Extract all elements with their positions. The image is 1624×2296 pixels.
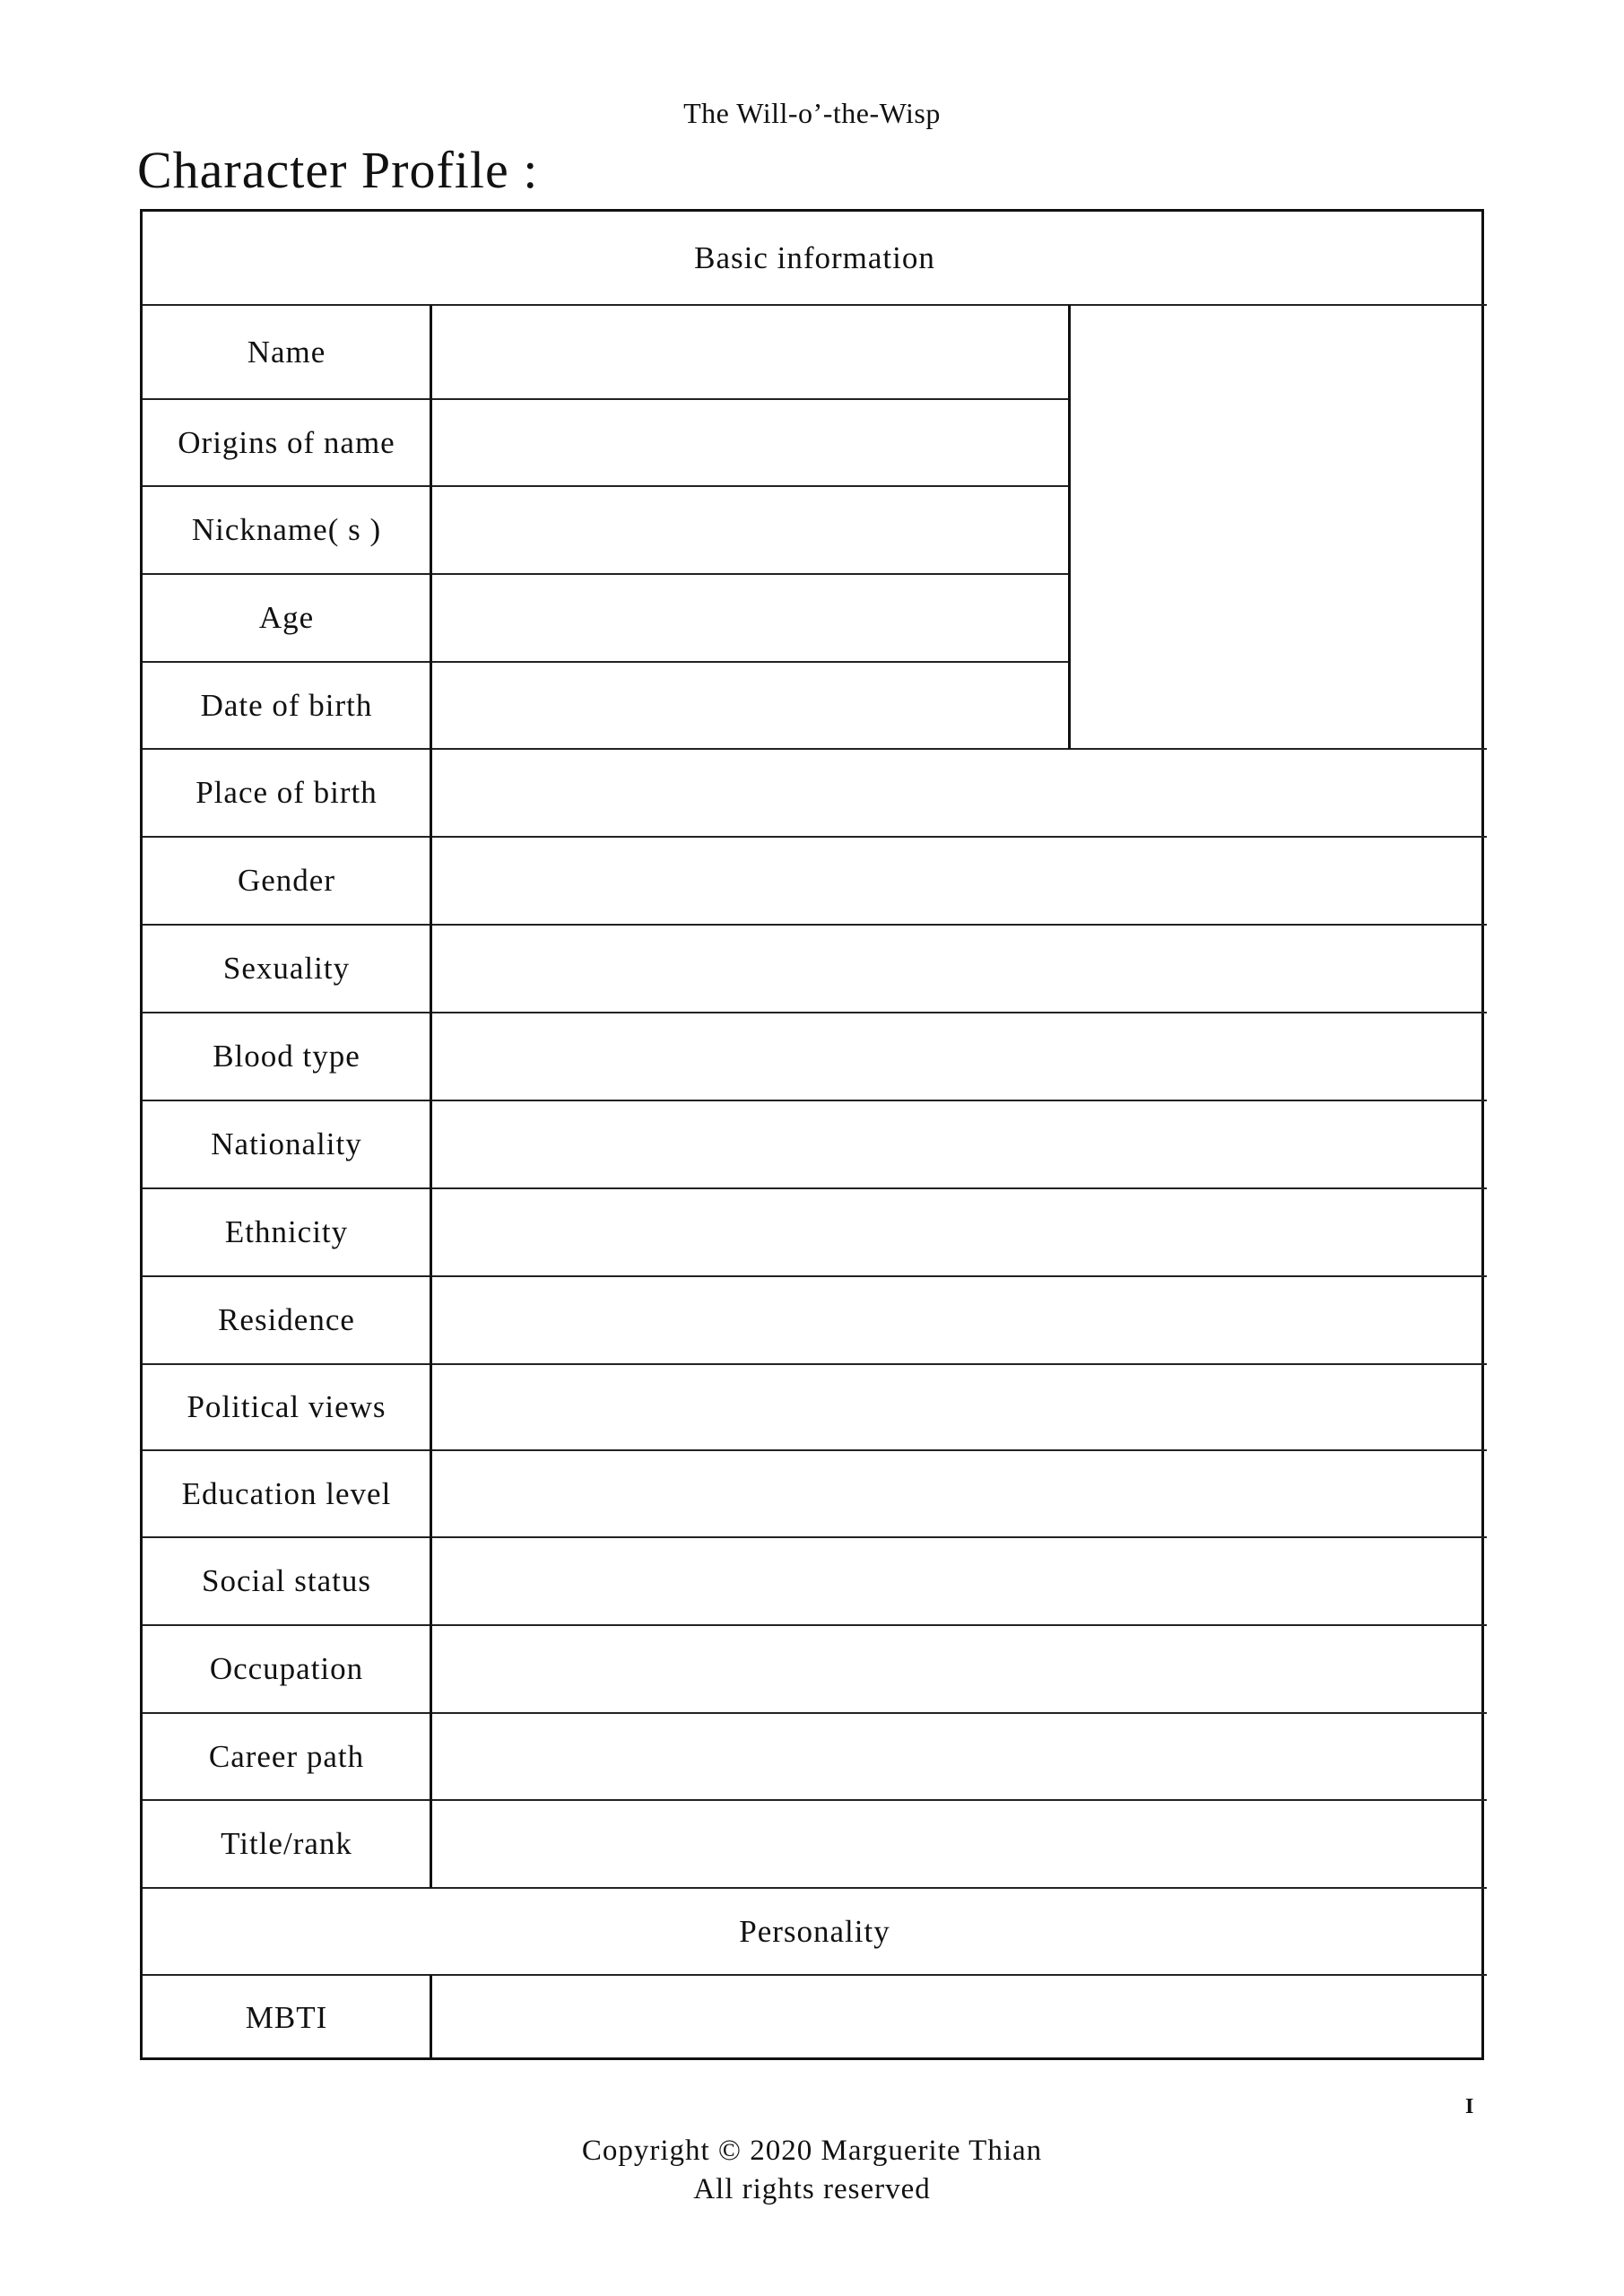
field-value-mbti[interactable] xyxy=(430,1975,1487,2060)
field-value-political-views[interactable] xyxy=(430,1364,1487,1450)
field-label-name: Name xyxy=(247,334,326,370)
field-label-ethnicity: Ethnicity xyxy=(224,1214,349,1249)
field-label-political-views: Political views xyxy=(187,1389,386,1424)
field-label-age: Age xyxy=(258,600,315,635)
field-label-social-status: Social status xyxy=(202,1563,371,1598)
field-label-career-path: Career path xyxy=(208,1738,365,1774)
field-label-education-level: Education level xyxy=(181,1475,392,1511)
field-value-education-level[interactable] xyxy=(430,1450,1487,1537)
field-label-gender: Gender xyxy=(237,863,335,898)
field-label-occupation: Occupation xyxy=(209,1651,364,1686)
field-value-origins-of-name[interactable] xyxy=(430,399,1069,486)
footer-copyright: Copyright © 2020 Marguerite Thian xyxy=(581,2135,1043,2167)
field-value-occupation[interactable] xyxy=(430,1625,1487,1713)
field-label-origins-of-name: Origins of name xyxy=(178,424,395,460)
field-value-date-of-birth[interactable] xyxy=(430,662,1069,749)
field-value-nickname-s[interactable] xyxy=(430,486,1069,574)
field-label-nickname-s: Nickname( s ) xyxy=(191,512,382,547)
field-value-residence[interactable] xyxy=(430,1276,1487,1364)
field-value-age[interactable] xyxy=(430,574,1069,662)
character-profile-table xyxy=(140,209,1484,2060)
field-label-place-of-birth: Place of birth xyxy=(195,775,378,810)
field-value-social-status[interactable] xyxy=(430,1537,1487,1625)
field-value-place-of-birth[interactable] xyxy=(430,749,1487,837)
footer-rights: All rights reserved xyxy=(693,2173,931,2205)
photo-column-divider xyxy=(1068,305,1071,749)
page-title: Character Profile : xyxy=(137,141,539,199)
running-head: The Will-o’-the-Wisp xyxy=(683,97,941,129)
field-label-nationality: Nationality xyxy=(211,1126,362,1161)
field-label-residence: Residence xyxy=(218,1302,355,1337)
field-value-title-rank[interactable] xyxy=(430,1800,1487,1888)
field-value-gender[interactable] xyxy=(430,837,1487,925)
field-label-title-rank: Title/rank xyxy=(221,1826,352,1861)
page-number: I xyxy=(1465,2095,1474,2118)
field-value-blood-type[interactable] xyxy=(430,1013,1487,1100)
section-header-basic-information: Basic information xyxy=(694,240,935,275)
field-label-sexuality: Sexuality xyxy=(222,951,351,986)
photo-area[interactable] xyxy=(1069,305,1487,749)
column-divider xyxy=(430,305,432,1888)
field-label-blood-type: Blood type xyxy=(213,1039,360,1074)
field-value-career-path[interactable] xyxy=(430,1713,1487,1800)
field-value-ethnicity[interactable] xyxy=(430,1188,1487,1276)
column-divider xyxy=(430,1975,432,2060)
field-value-sexuality[interactable] xyxy=(430,925,1487,1013)
field-value-name[interactable] xyxy=(430,305,1069,399)
section-header-personality: Personality xyxy=(739,1913,890,1949)
field-label-mbti: MBTI xyxy=(245,1999,328,2035)
field-value-nationality[interactable] xyxy=(430,1100,1487,1188)
field-label-date-of-birth: Date of birth xyxy=(200,687,373,723)
